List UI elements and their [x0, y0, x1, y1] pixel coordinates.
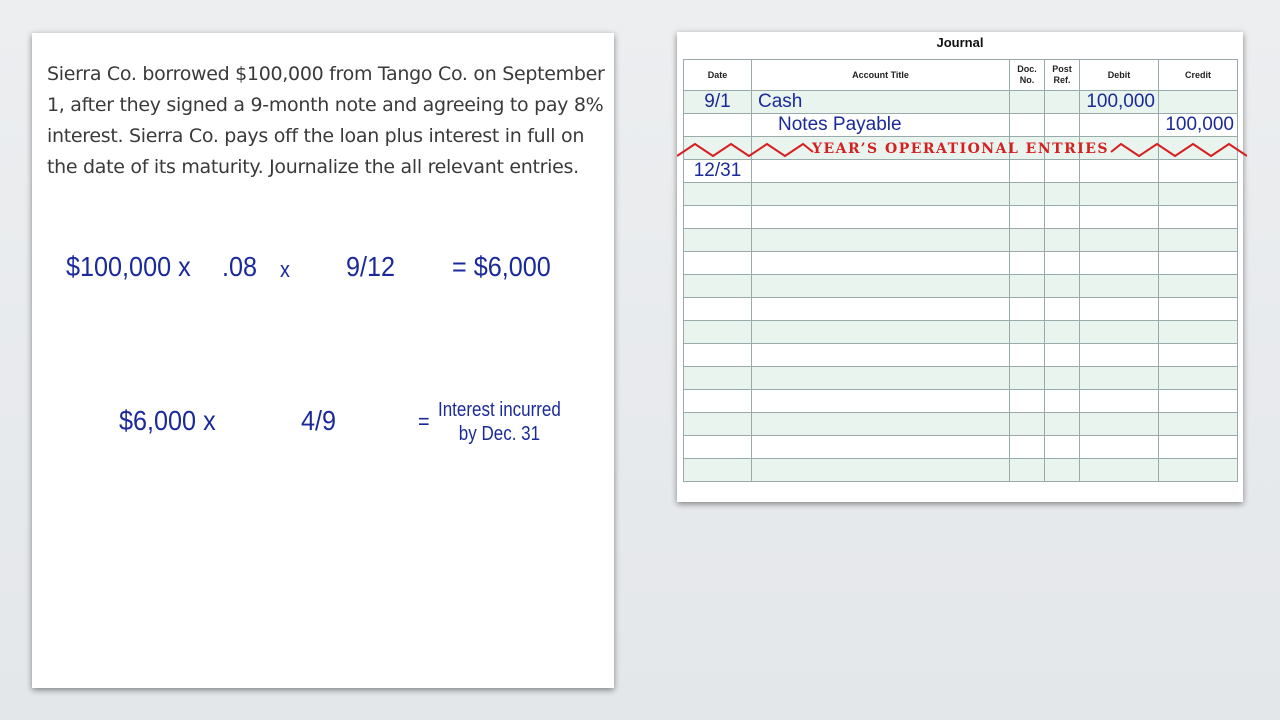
calc2-amount: $6,000 x: [119, 405, 216, 436]
row1-credit: [1159, 91, 1238, 114]
journal-title: Journal: [936, 35, 984, 50]
row2-credit: 100,000: [1159, 114, 1238, 137]
table-row: [684, 183, 1238, 206]
row2-debit: [1080, 114, 1159, 137]
header-credit: Credit: [1159, 60, 1238, 91]
row2-date: [684, 114, 752, 137]
journal-table: [683, 59, 1238, 482]
table-row: [684, 206, 1238, 229]
calc1-times: x: [280, 257, 290, 282]
divider-label: YEAR’S OPERATIONAL ENTRIES: [812, 141, 1110, 157]
header-debit: Debit: [1080, 60, 1159, 91]
table-row: [684, 114, 1238, 137]
table-row: [684, 91, 1238, 114]
journal-header-row: [684, 60, 1238, 91]
calc1-period: 9/12: [346, 251, 396, 282]
header-date: Date: [684, 60, 752, 91]
problem-card: [32, 33, 614, 688]
row1-account: Cash: [752, 91, 1010, 114]
table-row: [684, 390, 1238, 413]
row1-date: 9/1: [684, 91, 752, 114]
calc1-rate: .08: [222, 251, 258, 282]
table-row: [684, 275, 1238, 298]
table-row: [684, 459, 1238, 482]
header-post: Post Ref.: [1045, 60, 1080, 91]
table-row: [684, 229, 1238, 252]
table-row: [684, 367, 1238, 390]
row-1231-date: 12/31: [684, 160, 752, 183]
calc2-note: [438, 398, 561, 446]
calc2-fraction: 4/9: [301, 405, 337, 436]
calc2-eq: =: [418, 409, 430, 434]
header-doc: Doc. No.: [1010, 60, 1045, 91]
row1-debit: 100,000: [1080, 91, 1159, 114]
table-row: [684, 321, 1238, 344]
header-account: Account Title: [752, 60, 1010, 91]
table-row: [684, 413, 1238, 436]
table-row: [684, 160, 1238, 183]
table-row: [684, 436, 1238, 459]
table-row: [684, 252, 1238, 275]
calc2-note-line2: by Dec. 31: [458, 423, 541, 445]
calc2-note-line1: Interest incurred: [438, 399, 561, 421]
row2-account: Notes Payable: [752, 114, 1010, 137]
journal-sheet: [677, 32, 1243, 502]
problem-text: Sierra Co. borrowed $100,000 from Tango Co. on September 1, after they signed a 9-month note and agreeing to pay 8% interest. Sierra Co. pays off the loan plus interest in full on the date of its maturity. Journalize the all relevant entries.: [47, 63, 605, 178]
calc1-principal: $100,000 x: [66, 251, 191, 282]
calc1-result: = $6,000: [452, 251, 551, 282]
table-row: [684, 344, 1238, 367]
table-row: [684, 298, 1238, 321]
